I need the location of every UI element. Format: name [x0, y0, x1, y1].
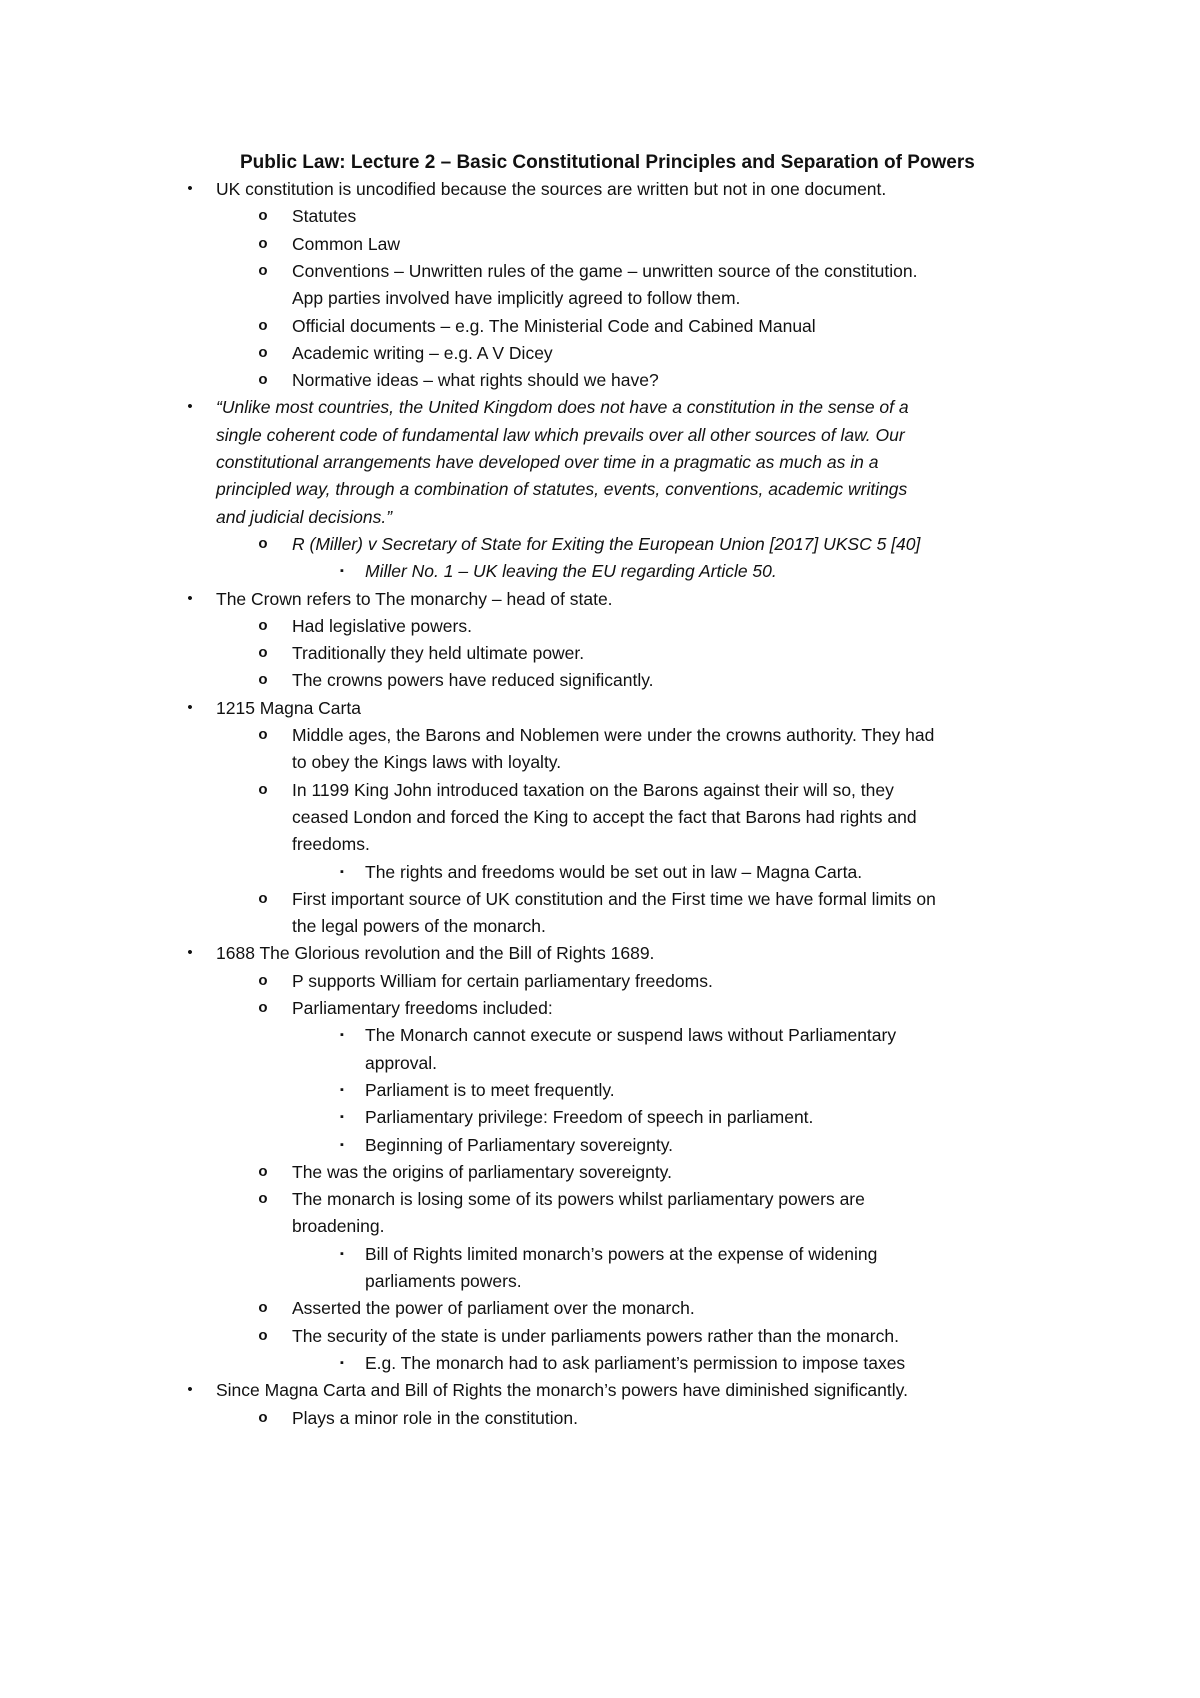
- text-line-level-2: App parties involved have implicitly agreed to follow them.: [292, 288, 741, 309]
- circle-marker: o: [258, 780, 268, 798]
- text-line-level-2: The security of the state is under parliaments powers rather than the monarch.: [292, 1325, 899, 1346]
- bullet-marker: •: [187, 944, 193, 962]
- text-line-level-3: E.g. The monarch had to ask parliament’s permission to impose taxes: [365, 1352, 906, 1373]
- circle-marker: o: [258, 616, 268, 634]
- text-line-level-3: parliaments powers.: [365, 1271, 522, 1291]
- text-line-level-2: freedoms.: [292, 834, 370, 855]
- text-line-level-1: Since Magna Carta and Bill of Rights the monarch’s powers have diminished significantly.: [216, 1380, 908, 1401]
- text-line-level-2: Asserted the power of parliament over the monarch.: [292, 1298, 695, 1319]
- text-line-level-1: 1215 Magna Carta: [216, 697, 361, 718]
- text-line-level-2: Official documents – e.g. The Ministerial Code and Cabined Manual: [292, 315, 816, 336]
- text-line-level-1: principled way, through a combination of statutes, events, conventions, academic writings: [216, 479, 908, 500]
- text-line-level-2: The was the origins of parliamentary sovereignty.: [292, 1161, 672, 1182]
- text-line-level-1: and judicial decisions.”: [216, 506, 393, 527]
- text-line-level-1: constitutional arrangements have developed over time in a pragmatic as much as in a: [216, 452, 879, 472]
- text-line-level-3: Parliament is to meet frequently.: [365, 1079, 615, 1100]
- text-line-level-2: Plays a minor role in the constitution.: [292, 1407, 578, 1428]
- text-line-level-2: broadening.: [292, 1216, 385, 1237]
- circle-marker: o: [258, 644, 268, 662]
- bullet-marker: •: [187, 180, 193, 197]
- text-line-level-3: The rights and freedoms would be set out in law – Magna Carta.: [365, 861, 863, 882]
- bullet-marker: •: [187, 589, 193, 607]
- circle-marker: o: [258, 726, 268, 743]
- text-line-level-2: the legal powers of the monarch.: [292, 916, 546, 937]
- text-line-level-2: In 1199 King John introduced taxation on the Barons against their will so, they: [292, 779, 894, 800]
- text-line-level-2: The monarch is losing some of its powers whilst parliamentary powers are: [292, 1189, 865, 1210]
- text-line-level-1: single coherent code of fundamental law which prevails over all other sources of law. Our: [216, 424, 905, 445]
- text-line-level-3: Beginning of Parliamentary sovereignty.: [365, 1134, 674, 1155]
- circle-marker: o: [258, 343, 268, 361]
- square-marker: ▪: [340, 1247, 344, 1260]
- text-line-level-2: ceased London and forced the King to accept the fact that Barons had rights and: [292, 806, 917, 827]
- text-line-level-2: P supports William for certain parliamentary freedoms.: [292, 970, 713, 991]
- square-marker: ▪: [340, 1111, 344, 1124]
- text-line-level-2: Had legislative powers.: [292, 615, 472, 636]
- text-line-level-1: 1688 The Glorious revolution and the Bill of Rights 1689.: [216, 943, 655, 964]
- text-line-level-2: Conventions – Unwritten rules of the game – unwritten source of the constitution.: [292, 260, 918, 281]
- circle-marker: o: [258, 1299, 268, 1317]
- page-title: Public Law: Lecture 2 – Basic Constitutional Principles and Separation of Powers: [240, 152, 975, 173]
- text-line-level-2: Traditionally they held ultimate power.: [292, 643, 585, 664]
- square-marker: ▪: [340, 1356, 344, 1369]
- circle-marker: o: [258, 971, 268, 989]
- text-line-level-1: “Unlike most countries, the United Kingdom does not have a constitution in the sense of a: [216, 397, 909, 418]
- text-line-level-1: The Crown refers to The monarchy – head of state.: [216, 588, 613, 609]
- circle-marker: o: [258, 316, 268, 334]
- square-marker: ▪: [340, 865, 344, 878]
- text-line-level-3: approval.: [365, 1052, 437, 1073]
- text-line-level-3: Parliamentary privilege: Freedom of speech in parliament.: [365, 1107, 814, 1128]
- square-marker: ▪: [340, 1138, 344, 1151]
- circle-marker: o: [258, 1190, 268, 1208]
- text-line-level-2: First important source of UK constitution and the First time we have formal limits on: [292, 888, 936, 909]
- text-line-level-2: Academic writing – e.g. A V Dicey: [292, 342, 553, 363]
- text-line-level-2: to obey the Kings laws with loyalty.: [292, 752, 562, 773]
- square-marker: ▪: [340, 1029, 344, 1042]
- text-line-level-2: Parliamentary freedoms included:: [292, 998, 553, 1018]
- text-line-level-2: Statutes: [292, 206, 357, 227]
- text-line-level-3: Bill of Rights limited monarch’s powers at the expense of widening: [365, 1243, 878, 1264]
- circle-marker: o: [258, 534, 268, 552]
- circle-marker: o: [258, 671, 268, 689]
- bullet-marker: •: [187, 1381, 193, 1399]
- square-marker: ▪: [340, 1083, 344, 1096]
- text-line-level-2: Common Law: [292, 233, 400, 254]
- text-line-level-2: The crowns powers have reduced significantly.: [292, 670, 654, 691]
- text-line-level-1: UK constitution is uncodified because the sources are written but not in one document.: [216, 179, 887, 199]
- circle-marker: o: [258, 999, 268, 1016]
- text-line-level-3: The Monarch cannot execute or suspend laws without Parliamentary: [365, 1025, 897, 1046]
- square-marker: ▪: [340, 565, 344, 578]
- bullet-marker: •: [187, 698, 193, 716]
- circle-marker: o: [258, 1326, 268, 1344]
- circle-marker: o: [258, 261, 268, 279]
- text-line-level-2: Normative ideas – what rights should we have?: [292, 370, 659, 391]
- circle-marker: o: [258, 234, 268, 252]
- text-line-level-2: R (Miller) v Secretary of State for Exiting the European Union [2017] UKSC 5 [40]: [292, 533, 921, 554]
- circle-marker: o: [258, 1408, 268, 1426]
- text-line-level-3: Miller No. 1 – UK leaving the EU regarding Article 50.: [365, 561, 777, 582]
- text-line-level-2: Middle ages, the Barons and Noblemen were under the crowns authority. They had: [292, 725, 935, 745]
- circle-marker: o: [258, 889, 268, 907]
- circle-marker: o: [258, 1162, 268, 1180]
- circle-marker: o: [258, 371, 268, 389]
- circle-marker: o: [258, 207, 268, 225]
- bullet-marker: •: [187, 398, 193, 416]
